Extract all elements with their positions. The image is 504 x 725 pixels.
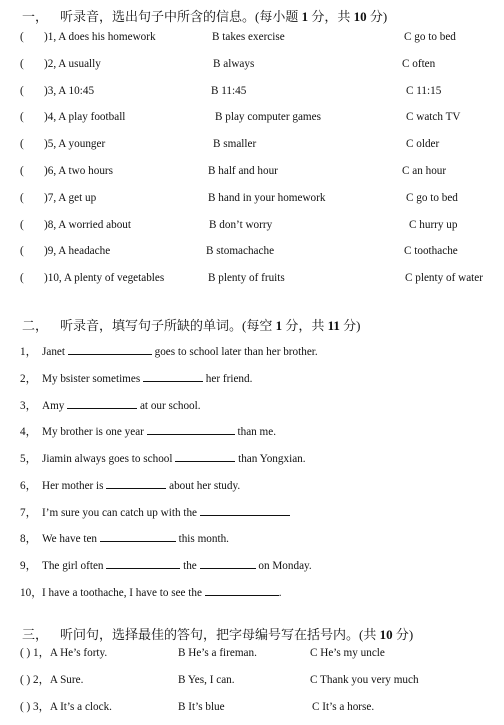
item-number: 7， bbox=[20, 507, 37, 519]
sentence-start: Janet bbox=[42, 346, 65, 358]
item-number: 5， bbox=[20, 453, 37, 465]
item-number: 9， bbox=[20, 560, 37, 572]
answer-blank[interactable] bbox=[100, 531, 176, 542]
item-number: 8， bbox=[20, 533, 37, 545]
option-b: B play computer games bbox=[215, 111, 321, 123]
answer-blank[interactable] bbox=[147, 424, 235, 435]
sentence-mid: the bbox=[183, 560, 197, 572]
section3-title-part: 分) bbox=[392, 627, 414, 642]
option-c: C toothache bbox=[404, 245, 458, 257]
option-a: )5, A younger bbox=[44, 138, 106, 150]
sentence-start: The girl often bbox=[42, 560, 104, 572]
fill-row bbox=[20, 504, 290, 520]
option-b: B Yes, I can. bbox=[178, 674, 235, 686]
sentence-end: . bbox=[278, 587, 282, 599]
fill-row bbox=[20, 557, 312, 573]
answer-paren[interactable]: ( bbox=[20, 85, 24, 97]
option-c: C 11:15 bbox=[406, 85, 442, 97]
sentence-end: on Monday. bbox=[258, 560, 312, 572]
answer-blank[interactable] bbox=[200, 558, 256, 569]
item-number: 10， bbox=[20, 587, 43, 599]
option-b: B 11:45 bbox=[211, 85, 247, 97]
section1-title-part: 听录音，选出句子中所含的信息。(每小题 bbox=[60, 9, 302, 24]
answer-paren[interactable]: ( bbox=[20, 245, 24, 257]
fill-row bbox=[20, 370, 252, 386]
option-a[interactable]: ( ) 1，A He’s forty. bbox=[20, 647, 108, 659]
sentence-start: Amy bbox=[42, 400, 65, 412]
section3-title bbox=[22, 624, 413, 643]
option-a: )3, A 10:45 bbox=[44, 85, 95, 97]
answer-paren[interactable]: ( bbox=[20, 165, 24, 177]
option-c: C It’s a horse. bbox=[312, 701, 375, 713]
section1-title-part: 分) bbox=[366, 9, 388, 24]
option-b: B stomachache bbox=[206, 245, 275, 257]
answer-paren[interactable]: ( bbox=[20, 272, 24, 284]
sentence-start: We have ten bbox=[42, 533, 98, 545]
option-c: C He’s my uncle bbox=[310, 647, 385, 659]
section2-total: 11 bbox=[327, 318, 340, 333]
answer-paren[interactable]: ( bbox=[20, 111, 24, 123]
answer-paren[interactable]: ( bbox=[20, 219, 24, 231]
answer-blank[interactable] bbox=[175, 451, 235, 462]
fill-row bbox=[20, 450, 306, 466]
option-c: C an hour bbox=[402, 165, 447, 177]
option-b: B hand in your homework bbox=[208, 192, 326, 204]
option-a: )10, A plenty of vegetables bbox=[44, 272, 165, 284]
sentence-start: Jiamin always goes to school bbox=[42, 453, 173, 465]
option-b: B He’s a fireman. bbox=[178, 647, 257, 659]
section2-points: 1 bbox=[275, 318, 283, 333]
section3-total: 10 bbox=[379, 627, 393, 642]
sentence-end: goes to school later than her brother. bbox=[154, 346, 318, 358]
option-c: C go to bed bbox=[404, 31, 456, 43]
sentence-start: I’m sure you can catch up with the bbox=[42, 507, 198, 519]
section2-number: 二， bbox=[22, 318, 49, 333]
option-a: )1, A does his homework bbox=[44, 31, 156, 43]
option-a: )2, A usually bbox=[44, 58, 101, 70]
answer-paren[interactable]: ( bbox=[20, 192, 24, 204]
section2-title-part: 听录音，填写句子所缺的单词。(每空 bbox=[60, 318, 276, 333]
option-a: )9, A headache bbox=[44, 245, 111, 257]
item-number: 4， bbox=[20, 426, 37, 438]
item-number: 1， bbox=[20, 346, 37, 358]
section3-number: 三， bbox=[22, 627, 49, 642]
section2-title-part: 分) bbox=[339, 318, 361, 333]
fill-row bbox=[20, 530, 229, 546]
option-b: B It’s blue bbox=[178, 701, 225, 713]
sentence-end: her friend. bbox=[205, 373, 253, 385]
answer-blank[interactable] bbox=[205, 585, 279, 596]
section1-total: 10 bbox=[353, 9, 367, 24]
option-b: B smaller bbox=[213, 138, 257, 150]
section2-title bbox=[22, 315, 361, 334]
section1-title bbox=[22, 6, 387, 25]
sentence-start: I have a toothache, I have to see the bbox=[42, 587, 202, 599]
answer-blank[interactable] bbox=[67, 398, 137, 409]
sentence-start: Her mother is bbox=[42, 480, 104, 492]
fill-row bbox=[20, 397, 201, 413]
sentence-start: My brother is one year bbox=[42, 426, 144, 438]
fill-row bbox=[20, 343, 318, 359]
sentence-start: My bsister sometimes bbox=[42, 373, 141, 385]
option-c: C often bbox=[402, 58, 436, 70]
option-b: B takes exercise bbox=[212, 31, 285, 43]
item-number: 3， bbox=[20, 400, 37, 412]
item-number: 2， bbox=[20, 373, 37, 385]
sentence-end: this month. bbox=[178, 533, 229, 545]
option-c: C older bbox=[406, 138, 440, 150]
option-c: C hurry up bbox=[409, 219, 458, 231]
fill-row bbox=[20, 477, 240, 493]
section2-title-part: 分，共 bbox=[282, 318, 328, 333]
answer-paren[interactable]: ( bbox=[20, 138, 24, 150]
option-c: C watch TV bbox=[406, 111, 461, 123]
sentence-end: than Yongxian. bbox=[238, 453, 306, 465]
option-c: C Thank you very much bbox=[310, 674, 419, 686]
item-number: 6， bbox=[20, 480, 37, 492]
answer-paren[interactable]: ( bbox=[20, 31, 24, 43]
option-a: )8, A worried about bbox=[44, 219, 131, 231]
answer-blank[interactable] bbox=[200, 505, 290, 516]
sentence-end: about her study. bbox=[169, 480, 241, 492]
option-b: B don’t worry bbox=[209, 219, 273, 231]
option-c: C plenty of water bbox=[405, 272, 483, 284]
option-a: )4, A play football bbox=[44, 111, 126, 123]
section1-number: 一， bbox=[22, 9, 49, 24]
section1-title-part: 分，共 bbox=[308, 9, 354, 24]
answer-blank[interactable] bbox=[106, 478, 166, 489]
sentence-end: than me. bbox=[237, 426, 277, 438]
answer-blank[interactable] bbox=[143, 371, 203, 382]
option-a[interactable]: ( ) 2，A Sure. bbox=[20, 674, 84, 686]
answer-blank[interactable] bbox=[106, 558, 180, 569]
fill-row bbox=[20, 423, 276, 439]
option-b: B half and hour bbox=[208, 165, 278, 177]
option-a: )7, A get up bbox=[44, 192, 97, 204]
answer-blank[interactable] bbox=[68, 344, 152, 355]
section1-points: 1 bbox=[301, 9, 309, 24]
fill-row bbox=[20, 584, 282, 600]
option-b: B plenty of fruits bbox=[208, 272, 285, 284]
section3-title-part: 听问句，选择最佳的答句，把字母编号写在括号内。(共 bbox=[60, 627, 380, 642]
option-c: C go to bed bbox=[406, 192, 458, 204]
option-a[interactable]: ( ) 3，A It’s a clock. bbox=[20, 701, 112, 713]
sentence-end: at our school. bbox=[139, 400, 201, 412]
answer-paren[interactable]: ( bbox=[20, 58, 24, 70]
option-b: B always bbox=[213, 58, 255, 70]
option-a: )6, A two hours bbox=[44, 165, 113, 177]
